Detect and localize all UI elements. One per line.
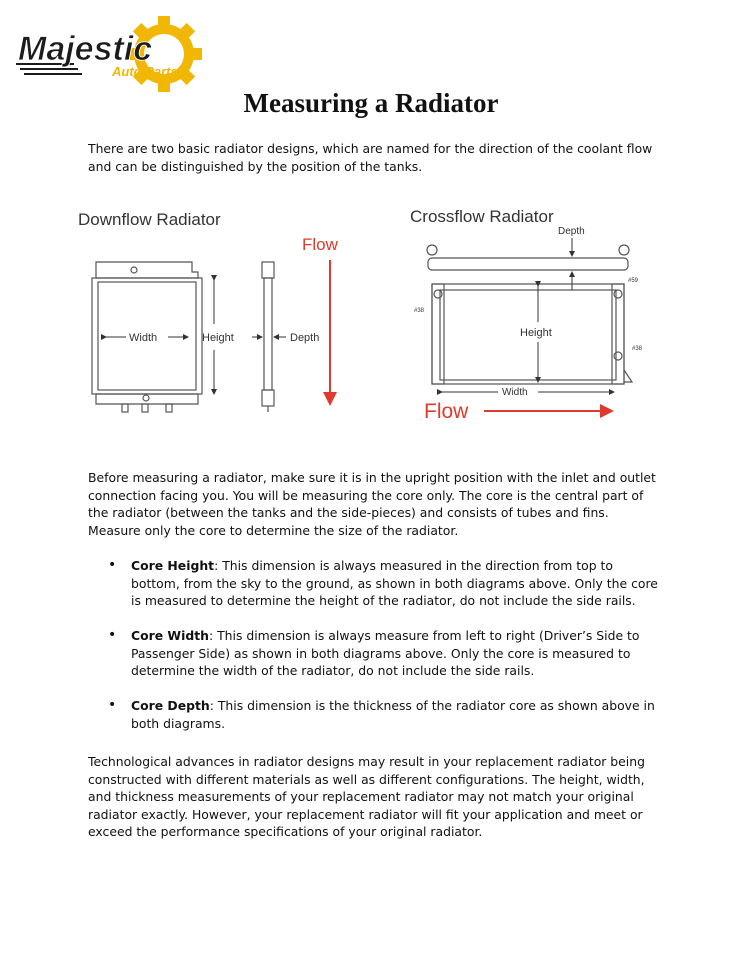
crossflow-callout-2: #38	[414, 308, 425, 314]
radiator-diagrams	[72, 200, 652, 440]
downflow-width-label: Width	[129, 332, 158, 344]
downflow-depth-label: Depth	[290, 332, 320, 344]
bullet-term: Core Depth	[131, 698, 210, 713]
downflow-flow-label: Flow	[302, 235, 338, 254]
intro-paragraph: There are two basic radiator designs, which are named for the direction of the coolant flow and can be distinguished by the position of the tanks.	[88, 141, 653, 174]
downflow-title: Downflow Radiator	[78, 210, 221, 229]
crossflow-height-label: Height	[520, 327, 552, 339]
list-item	[106, 557, 658, 610]
body-paragraph: Before measuring a radiator, make sure it is in the upright position with the inlet and outlet connection facing you. You will be measuring the core only. The core is the central part of the radiator (between the tanks and the side-pieces) and consists of tubes and fins. Measure only the core to determine the size of the radiator.	[88, 470, 656, 538]
list-item	[106, 697, 658, 732]
majestic-logo	[14, 14, 210, 92]
crossflow-title: Crossflow Radiator	[410, 207, 554, 226]
bullet-term: Core Width	[131, 628, 209, 643]
page-title: Measuring a Radiator	[243, 88, 499, 118]
downflow-diagram	[78, 210, 339, 412]
logo-brand: Majestic	[18, 30, 153, 68]
crossflow-callout-3: #38	[632, 346, 643, 352]
crossflow-diagram	[410, 207, 643, 423]
crossflow-width-label: Width	[502, 387, 528, 398]
crossflow-depth-label: Depth	[558, 226, 585, 237]
bullet-text: : This dimension is always measure from left to right (Driver’s Side to Passenger Side) as shown in both diagrams above. Only the core is measured to determine the width of the radiator, do not include the side rails.	[131, 628, 640, 678]
crossflow-callout-1: #59	[628, 278, 639, 284]
list-item	[106, 627, 658, 680]
crossflow-flow-label: Flow	[424, 400, 469, 423]
closing-paragraph: Technological advances in radiator designs may result in your replacement radiator being constructed with different materials as well as different configurations. The height, width, and thickness measurements of your replacement radiator may not match your original radiator exactly. However, your replacement radiator will fit your application and meet or exceed the performance specifications of your original radiator.	[88, 754, 645, 839]
downflow-height-label: Height	[202, 332, 234, 344]
bullet-text: : This dimension is always measured in the direction from top to bottom, from the sky to the ground, as shown in both diagrams above. Only the core is measured to determine the height of the radiator, do not include the side rails.	[131, 558, 658, 608]
logo-tagline: Auto Parts	[112, 64, 178, 79]
core-dimensions-list	[106, 557, 658, 750]
bullet-term: Core Height	[131, 558, 215, 573]
bullet-text: : This dimension is the thickness of the radiator core as shown above in both diagrams.	[131, 698, 655, 731]
